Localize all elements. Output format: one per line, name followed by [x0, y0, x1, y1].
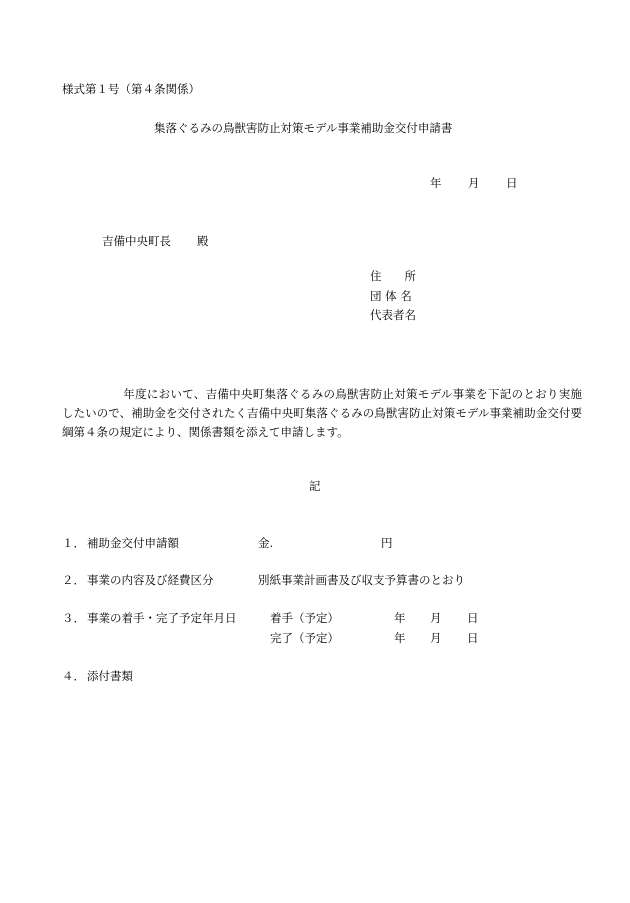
item-2-number: ２． [62, 573, 85, 587]
item-1-label: 補助金交付申請額 [87, 536, 179, 550]
item-2-label: 事業の内容及び経費区分 [87, 573, 214, 587]
item-3-end-label: 完了（予定） [270, 631, 339, 645]
addressee-honorific: 殿 [197, 234, 209, 248]
item-3-end-day: 日 [467, 631, 479, 645]
item-3-number: ３． [62, 611, 85, 625]
item-3-start-month: 月 [430, 611, 442, 625]
application-body-text: 年度において、吉備中央町集落ぐるみの鳥獣害防止対策モデル事業を下記のとおり実施したいので、補助金を交付されたく吉備中央町集落ぐるみの鳥獣害防止対策モデル事業補助金交付要綱第４条の規定により、関係書類を添えて申請します。 [62, 387, 582, 439]
date-month-label: 月 [468, 176, 480, 190]
item-3-start-day: 日 [467, 611, 479, 625]
ki-heading: 記 [309, 479, 321, 493]
applicant-organization-label: 団 体 名 [370, 289, 412, 303]
item-1-unit: 円 [381, 536, 393, 550]
applicant-representative-label: 代表者名 [370, 308, 416, 322]
item-3-start-label: 着手（予定） [270, 611, 339, 625]
date-year-label: 年 [430, 176, 442, 190]
application-body [62, 385, 582, 442]
item-3-start-year: 年 [394, 611, 406, 625]
item-1-value: 金. [258, 536, 274, 550]
item-2-value: 別紙事業計画書及び収支予算書のとおり [258, 573, 465, 587]
addressee-name: 吉備中央町長 [102, 234, 171, 248]
item-3-label: 事業の着手・完了予定年月日 [87, 611, 237, 625]
item-1-number: １． [62, 536, 85, 550]
item-4-label: 添付書類 [87, 669, 133, 683]
applicant-address-label: 住 所 [370, 269, 416, 283]
date-day-label: 日 [506, 176, 518, 190]
document-title: 集落ぐるみの鳥獣害防止対策モデル事業補助金交付申請書 [154, 121, 453, 135]
item-3-end-month: 月 [430, 631, 442, 645]
item-4-number: ４． [62, 669, 85, 683]
item-3-end-year: 年 [394, 631, 406, 645]
form-label: 様式第１号（第４条関係） [62, 82, 200, 96]
